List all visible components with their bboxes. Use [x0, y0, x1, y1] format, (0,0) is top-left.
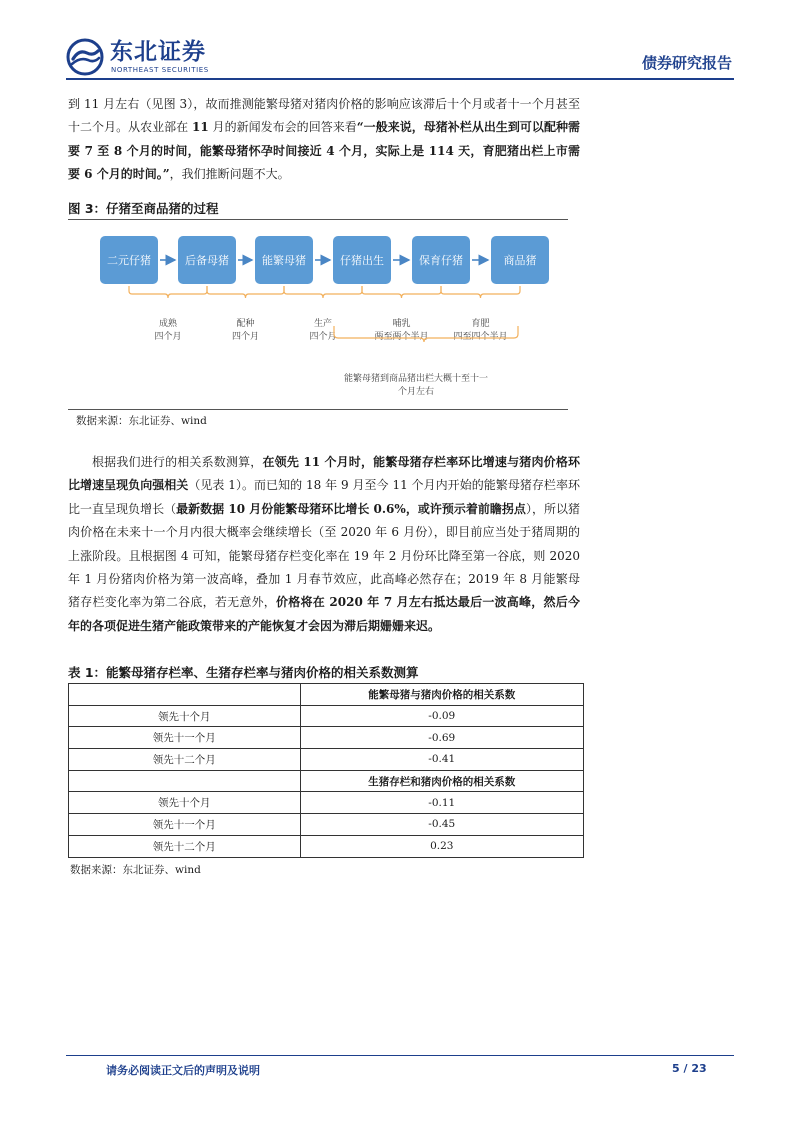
row-value: -0.69 [300, 727, 583, 749]
para1-bold-1: 11 [192, 120, 209, 135]
figure-title: 图 3：仔猪至商品猪的过程 [68, 201, 219, 216]
footer-disclaimer: 请务必阅读正文后的声明及说明 [106, 1064, 260, 1077]
table-row [69, 814, 584, 836]
figure-top-rule [68, 219, 568, 220]
table-section-header: 能繁母猪与猪肉价格的相关系数 [300, 684, 583, 706]
duration-bracket [441, 286, 520, 298]
duration-name: 成熟 [158, 319, 178, 329]
duration-bracket [129, 286, 207, 298]
pig-process-diagram [68, 222, 568, 408]
report-type: 债券研究报告 [641, 54, 732, 72]
stage-label: 后备母猪 [185, 254, 229, 267]
para2-text-1: 根据我们进行的相关系数测算， [92, 455, 263, 469]
row-label: 领先十个月 [69, 705, 301, 727]
duration-bracket [362, 286, 441, 298]
stage-label: 保育仔猪 [419, 254, 463, 267]
row-label: 领先十二个月 [69, 835, 301, 857]
duration-name: 配种 [236, 319, 255, 329]
row-label: 领先十一个月 [69, 814, 301, 836]
footer-divider [66, 1055, 734, 1056]
para2-bold-2: 最新数据 10 月份能繁母猪环比增长 0.6%，或许预示着前瞻拐点 [176, 501, 526, 516]
para2-bold-3: 价格将在 2020 年 7 月左右抵达最后一波高峰，然后今年的各项促进生猪产能政策带来的产能恢复才会因为滞后期姗姗来迟。 [68, 595, 580, 633]
duration-period: 四个月 [231, 332, 260, 342]
row-value: 0.23 [300, 835, 583, 857]
duration-name: 生产 [313, 319, 333, 329]
para1-text-1: 到 11 月左右（见图 3），故而推测能繁母猪对猪肉价格的影响应该滞后十个月或者十一个月甚至十二个月。从农业部在 [68, 97, 580, 135]
stage-label: 二元仔猪 [107, 254, 151, 267]
table-row [69, 749, 584, 771]
summary-label-line-2: 个月左右 [397, 387, 435, 397]
table-section-header-row [69, 684, 584, 706]
duration-period: 两至两个半月 [374, 332, 429, 342]
para2-bold-1: 在领先 11 个月时，能繁母猪存栏率环比增速与猪肉价格环比增速呈现负向强相关 [68, 455, 580, 493]
row-value: -0.11 [300, 792, 583, 814]
table-row [69, 835, 584, 857]
duration-name: 哺乳 [392, 319, 411, 329]
para2-text-3: ），所以猪肉价格在未来十一个月内很大概率会继续增长（至 2020 年 6 月份），即目前应当处于猪周期的上涨阶段。且根据图 4 可知，能繁母猪存栏变化率在 19 年 2 月份环比降至第一谷底，则 2020 年 1 月份猪肉价格为第一波高峰，叠加 1 月春节效应，此高峰必然存在；2019 年 8 月能繁母猪存栏变化率为第二谷底，若无意外， [68, 501, 580, 610]
row-value: -0.45 [300, 814, 583, 836]
para1-text-3: ，我们推断问题不大。 [169, 167, 290, 182]
company-logo-icon [66, 38, 104, 76]
page-number: 5 / 23 [672, 1062, 707, 1075]
figure-bottom-rule [68, 409, 568, 410]
row-label: 领先十二个月 [69, 749, 301, 771]
table-section-header-row [69, 770, 584, 792]
row-value: -0.09 [300, 705, 583, 727]
row-label: 领先十个月 [69, 792, 301, 814]
table-source: 数据来源：东北证券、wind [70, 864, 201, 876]
duration-period: 四个月 [309, 332, 337, 342]
row-value: -0.41 [300, 749, 583, 771]
summary-label-line-1: 能繁母猪到商品猪出栏大概十至十一 [343, 374, 489, 384]
para2-text-2: （见表 1）。而已知的 18 年 9 月至今 11 个月内开始的能繁母猪存栏率环比一直呈现负增长（ [68, 478, 580, 516]
row-label: 领先十一个月 [69, 727, 301, 749]
paragraph-2 [68, 451, 580, 638]
figure-source: 数据来源：东北证券、wind [76, 415, 207, 427]
table-section-header: 生猪存栏和猪肉价格的相关系数 [300, 770, 583, 792]
stage-label: 仔猪出生 [340, 254, 384, 267]
header-divider [66, 78, 734, 80]
company-name-cn: 东北证券 [110, 39, 206, 65]
table-row [69, 705, 584, 727]
duration-bracket [284, 286, 362, 298]
stage-label: 商品猪 [503, 254, 537, 267]
table-row [69, 727, 584, 749]
duration-name: 育肥 [471, 319, 490, 329]
duration-bracket [207, 286, 284, 298]
table-title: 表 1：能繁母猪存栏率、生猪存栏率与猪肉价格的相关系数测算 [68, 665, 419, 680]
table-row [69, 792, 584, 814]
stage-label: 能繁母猪 [262, 254, 306, 267]
paragraph-1 [68, 93, 580, 187]
correlation-table [68, 683, 584, 858]
company-name-en: NORTHEAST SECURITIES [111, 66, 209, 74]
duration-period: 四个月 [154, 332, 182, 342]
duration-period: 四至四个半月 [453, 332, 508, 342]
para1-text-2: 月的新闻发布会的回答来看 [208, 120, 357, 135]
para1-bold-2: “一般来说，母猪补栏从出生到可以配种需要 7 至 8 个月的时间，能繁母猪怀孕时间接近 4 个月，实际上是 114 天，育肥猪出栏上市需要 6 个月的时间。” [68, 120, 580, 182]
